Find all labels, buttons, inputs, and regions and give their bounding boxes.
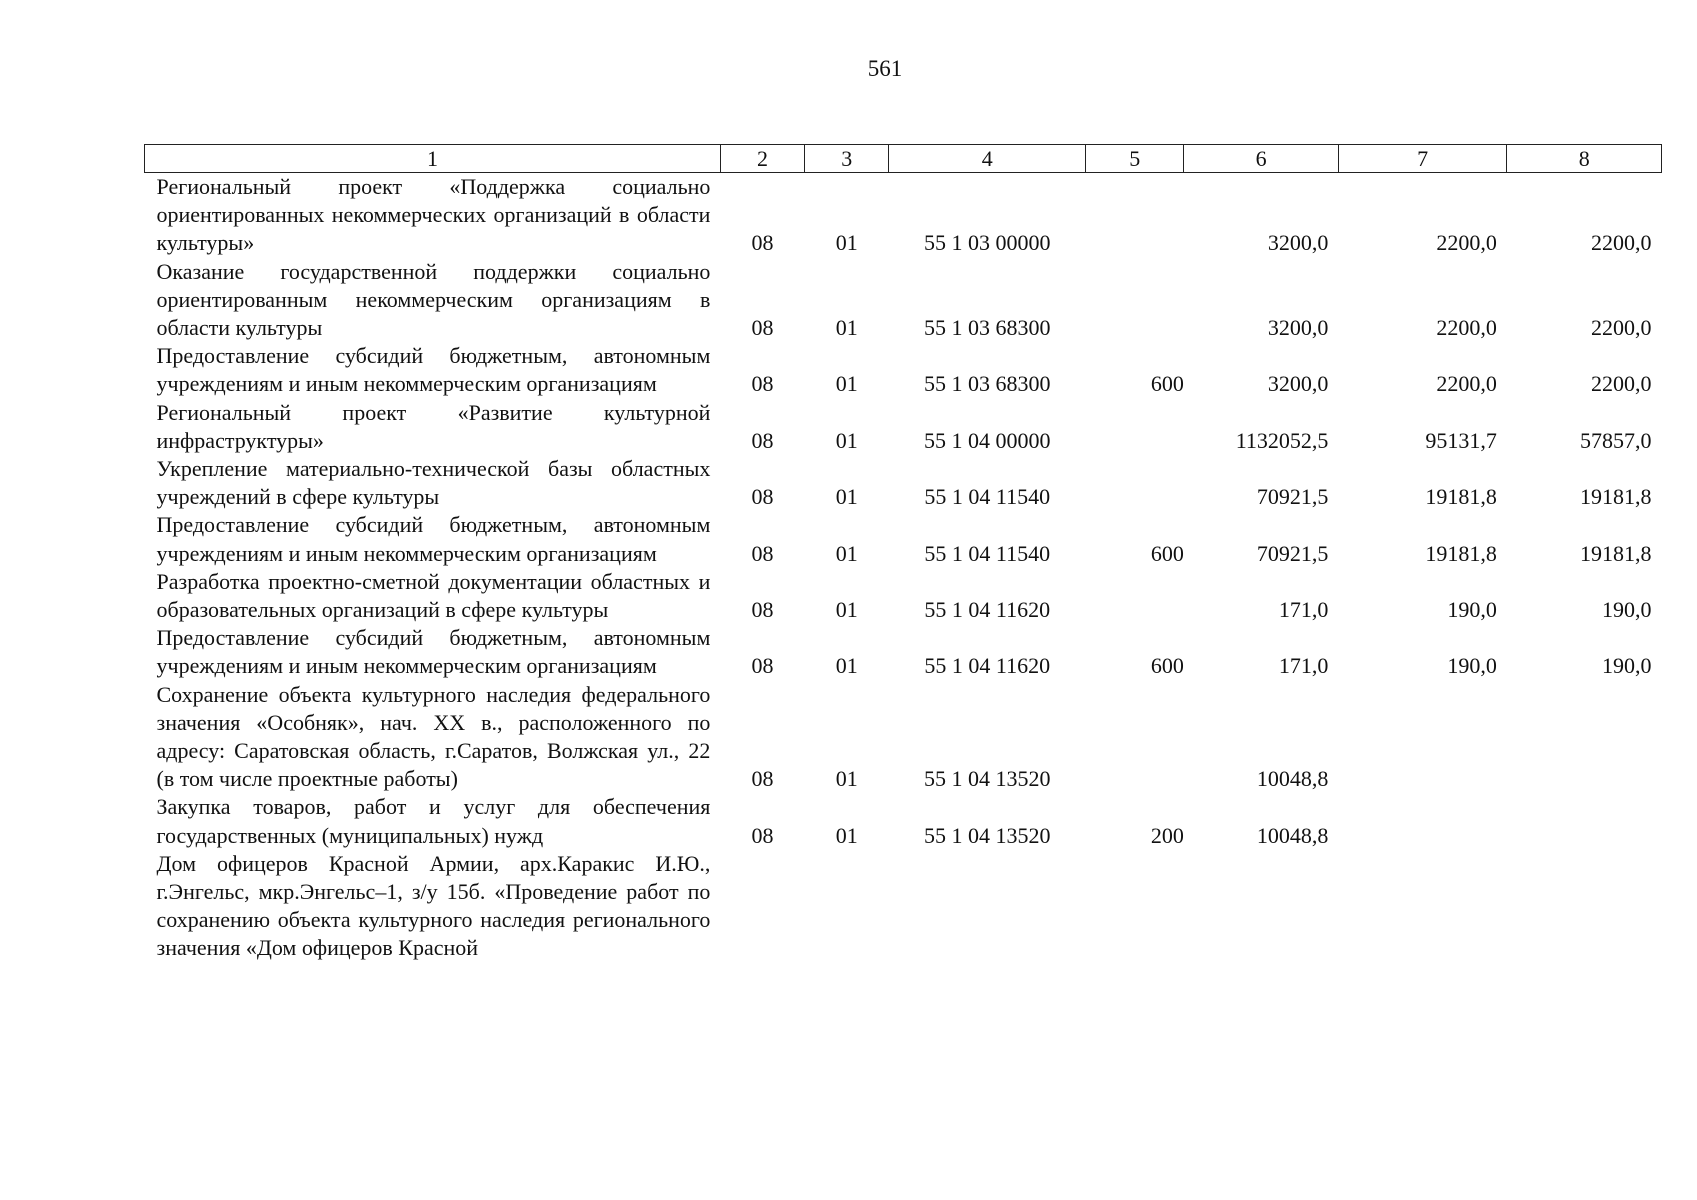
row-expense-type: 600	[1150, 371, 1184, 397]
row-section: 08	[751, 540, 774, 566]
row-amount-col8: 190,0	[1602, 597, 1652, 623]
row-name: Сохранение объекта культурного наследия федерального значения «Особняк», нач. XX в., расположенного по адресу: Саратовская область, г.Саратов, Волжская ул., 22 (в том числе проектные работы)	[156, 681, 711, 792]
row-amount-col8	[1507, 793, 1662, 849]
row-amount-col7	[1338, 850, 1507, 963]
row-amount-col6: 70921,5	[1256, 484, 1329, 510]
row-amount-col7: 2200,0	[1436, 230, 1497, 256]
row-name: Региональный проект «Поддержка социально ориентированных некоммерческих организаций в области культуры»	[156, 174, 711, 256]
row-amount-col6: 3200,0	[1267, 230, 1329, 256]
row-name: Разработка проектно-сметной документации областных и образовательных организаций в сфере культуры	[156, 568, 711, 623]
row-amount-col6	[1184, 850, 1339, 963]
row-amount-col7: 95131,7	[1425, 427, 1497, 453]
budget-table	[144, 144, 1662, 963]
table-body	[145, 173, 1662, 963]
row-subsection: 01	[835, 427, 858, 453]
table-row	[145, 681, 1662, 794]
table-row	[145, 399, 1662, 455]
row-subsection: 01	[835, 315, 858, 341]
table-header	[145, 145, 1662, 173]
row-section: 08	[751, 371, 774, 397]
row-expense-type	[1086, 455, 1184, 511]
row-target-code: 55 1 04 13520	[923, 822, 1051, 848]
row-target-code: 55 1 03 68300	[923, 315, 1051, 341]
row-target-code: 55 1 04 11540	[924, 484, 1051, 510]
row-amount-col6: 10048,8	[1256, 822, 1329, 848]
row-expense-type	[1086, 399, 1184, 455]
row-amount-col8: 19181,8	[1580, 540, 1652, 566]
row-target-code: 55 1 03 00000	[923, 230, 1051, 256]
row-section: 08	[751, 597, 774, 623]
row-subsection: 01	[835, 230, 858, 256]
row-amount-col7	[1338, 793, 1507, 849]
row-amount-col6: 10048,8	[1256, 766, 1329, 792]
row-subsection: 01	[835, 766, 858, 792]
row-amount-col6: 171,0	[1278, 653, 1329, 679]
header-col-1: 1	[145, 145, 721, 173]
row-subsection: 01	[835, 653, 858, 679]
row-section: 08	[751, 653, 774, 679]
row-amount-col6: 1132052,5	[1235, 427, 1329, 453]
row-target-code: 55 1 04 11540	[924, 540, 1051, 566]
row-expense-type	[1086, 258, 1184, 343]
row-name: Закупка товаров, работ и услуг для обеспечения государственных (муниципальных) нужд	[156, 794, 711, 848]
row-name: Дом офицеров Красной Армии, арх.Каракис И.Ю., г.Энгельс, мкр.Энгельс–1, з/у 15б. «Проведение работ по сохранению объекта культурного наследия регионального значения «Дом офицеров Красной	[156, 850, 711, 961]
table-row	[145, 624, 1662, 680]
row-section: 08	[751, 315, 774, 341]
row-target-code	[889, 850, 1086, 963]
row-name: Региональный проект «Развитие культурной инфраструктуры»	[156, 399, 711, 453]
table-row	[145, 342, 1662, 398]
row-subsection: 01	[835, 597, 858, 623]
row-amount-col8: 2200,0	[1591, 315, 1652, 341]
row-amount-col8: 2200,0	[1591, 230, 1652, 256]
row-section: 08	[751, 230, 774, 256]
row-amount-col8: 2200,0	[1591, 371, 1652, 397]
row-target-code: 55 1 03 68300	[923, 371, 1051, 397]
table-row	[145, 793, 1662, 849]
row-section: 08	[751, 427, 774, 453]
table-row	[145, 568, 1662, 624]
row-amount-col7	[1338, 681, 1507, 794]
row-amount-col7: 2200,0	[1436, 371, 1497, 397]
row-name: Укрепление материально-технической базы областных учреждений в сфере культуры	[156, 456, 711, 510]
row-expense-type	[1086, 681, 1184, 794]
row-target-code: 55 1 04 13520	[923, 766, 1051, 792]
row-amount-col8	[1507, 850, 1662, 963]
table-row	[145, 173, 1662, 258]
row-expense-type	[1086, 568, 1184, 624]
table-row	[145, 258, 1662, 343]
row-amount-col6: 3200,0	[1267, 315, 1329, 341]
row-amount-col7: 19181,8	[1425, 484, 1497, 510]
header-col-4: 4	[889, 145, 1086, 173]
row-amount-col8: 190,0	[1602, 653, 1652, 679]
row-amount-col8: 57857,0	[1580, 427, 1652, 453]
row-name: Предоставление субсидий бюджетным, автономным учреждениям и иным некоммерческим организациям	[156, 343, 711, 397]
row-target-code: 55 1 04 11620	[924, 653, 1051, 679]
row-section: 08	[751, 484, 774, 510]
row-name: Оказание государственной поддержки социально ориентированным некоммерческим организациям в области культуры	[156, 258, 711, 341]
row-expense-type	[1086, 173, 1184, 258]
row-amount-col6: 3200,0	[1267, 371, 1329, 397]
header-col-7: 7	[1338, 145, 1507, 173]
table-row	[145, 850, 1662, 963]
table-row	[145, 511, 1662, 567]
header-col-8: 8	[1507, 145, 1662, 173]
row-amount-col7: 190,0	[1447, 653, 1497, 679]
row-expense-type	[1086, 850, 1184, 963]
row-expense-type: 200	[1150, 822, 1184, 848]
row-amount-col6: 70921,5	[1256, 540, 1329, 566]
header-col-5: 5	[1086, 145, 1184, 173]
row-amount-col6: 171,0	[1278, 597, 1329, 623]
row-subsection: 01	[835, 540, 858, 566]
row-expense-type: 600	[1150, 653, 1184, 679]
header-col-3: 3	[805, 145, 889, 173]
table-row	[145, 455, 1662, 511]
row-amount-col8: 19181,8	[1580, 484, 1652, 510]
row-name: Предоставление субсидий бюджетным, автономным учреждениям и иным некоммерческим организациям	[156, 512, 711, 566]
row-target-code: 55 1 04 00000	[923, 427, 1051, 453]
row-section: 08	[751, 822, 774, 848]
row-subsection: 01	[835, 484, 858, 510]
row-section	[720, 850, 804, 963]
row-amount-col7: 19181,8	[1425, 540, 1497, 566]
row-amount-col7: 2200,0	[1436, 315, 1497, 341]
header-col-2: 2	[720, 145, 804, 173]
row-target-code: 55 1 04 11620	[924, 597, 1051, 623]
row-subsection	[805, 850, 889, 963]
row-name: Предоставление субсидий бюджетным, автономным учреждениям и иным некоммерческим организациям	[156, 625, 711, 679]
header-row	[145, 145, 1662, 173]
row-amount-col8	[1507, 681, 1662, 794]
row-expense-type: 600	[1150, 540, 1184, 566]
row-amount-col7: 190,0	[1447, 597, 1497, 623]
row-subsection: 01	[835, 371, 858, 397]
page-number: 561	[867, 56, 903, 81]
row-section: 08	[751, 766, 774, 792]
row-subsection: 01	[835, 822, 858, 848]
header-col-6: 6	[1184, 145, 1339, 173]
